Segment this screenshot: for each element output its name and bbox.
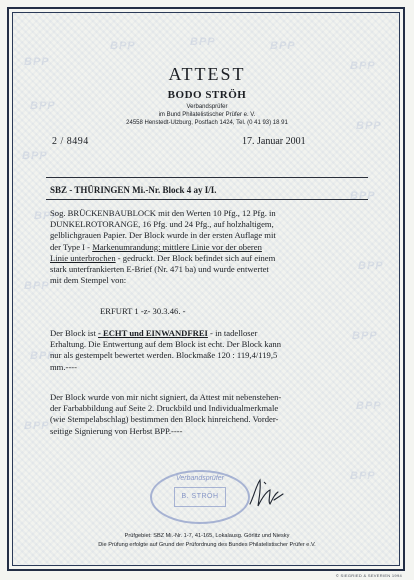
watermark: BPP	[350, 190, 376, 202]
watermark: BPP	[190, 36, 216, 48]
watermark: BPP	[352, 330, 378, 342]
certificate-title: ATTEST	[168, 64, 246, 84]
type-detail: Markenumrandung: mittlere Linie vor der oberen	[92, 241, 262, 252]
examiner-role: Verbandsprüfer	[186, 104, 228, 110]
type-detail: Linie unterbrochen	[50, 252, 116, 263]
watermark: BPP	[270, 40, 296, 52]
subject-line: SBZ - THÜRINGEN Mi.-Nr. Block 4 ay I/I.	[50, 185, 217, 195]
certificate-date: 17. Januar 2001	[242, 136, 306, 147]
verdict: - ECHT und EINWANDFREI	[97, 328, 208, 338]
signature	[246, 476, 286, 510]
verdict-paragraph: Der Block ist - ECHT und EINWANDFREI - in tadelloser Erhaltung. Die Entwertung auf dem Block ist echt. Der Block kann nur als gestempelt bewertet werden. Blockmaße 120 : 119,4/119,5 mm.----	[50, 328, 282, 372]
divider	[46, 177, 368, 178]
signing-paragraph: Der Block wurde von mir nicht signiert, da Attest mit nebenstehen- der Farbabbildung auf Seite 2. Druckbild und Individualmerkmale (wie Stempelabschlag) bestimmen den Block hinreichend. Vorder- seitige Signierung von Herbst BPP.----	[50, 392, 282, 436]
divider	[46, 199, 368, 200]
footer-scope: Prüfgebiet: SBZ Mi.-Nr. 1-7, 41-165, Lokalausg. Görlitz und Niesky	[124, 533, 290, 539]
watermark: BPP	[34, 210, 60, 222]
description-paragraph: Sog. BRÜCKENBAUBLOCK mit den Werten 10 Pfg., 12 Pfg. in DUNKELROTORANGE, 16 Pfg. und 24 Pfg., auf holzhaltigem, gelblichgrauen Papier. Der Block wurde in der ersten Auflage mit der Type I - Markenumrandung: mittlere Linie vor der oberen Linie unterbrochen - gedruckt. Der Block befindet sich auf einem stark unterfrankierten E-Brief (Nr. 471 ba) und wurde entwertet mit dem Stempel von:	[50, 208, 276, 286]
postmark-text: ERFURT 1 -z- 30.3.46. -	[100, 306, 186, 316]
examiner-name: BODO STRÖH	[167, 89, 247, 101]
examiner-association: im Bund Philatelistischer Prüfer e. V.	[158, 112, 256, 118]
certificate-reference: 2 / 8494	[52, 136, 89, 147]
watermark: BPP	[356, 120, 382, 132]
watermark: BPP	[22, 150, 48, 162]
watermark: BPP	[30, 100, 56, 112]
copyright-note: © SIEGRIED & SEVERIEN 1994	[335, 573, 402, 578]
examiner-stamp	[150, 470, 250, 524]
watermark: BPP	[24, 56, 50, 68]
watermark: BPP	[358, 260, 384, 272]
footer-regulation: Die Prüfung erfolgte auf Grund der Prüfordnung des Bundes Philatelistischer Prüfer e.V.	[98, 542, 316, 548]
watermark: BPP	[350, 470, 376, 482]
watermark: BPP	[110, 40, 136, 52]
stamp-name: B. STRÖH	[174, 487, 226, 507]
examiner-address: 24558 Henstedt-Ulzburg, Postfach 1424, Tel. (0 41 93) 18 91	[126, 120, 288, 126]
watermark: BPP	[24, 280, 50, 292]
stamp-top-text: Verbandsprüfer	[176, 475, 224, 482]
watermark: BPP	[356, 400, 382, 412]
watermark: BPP	[24, 420, 50, 432]
watermark: BPP	[350, 60, 376, 72]
watermark: BPP	[30, 350, 56, 362]
